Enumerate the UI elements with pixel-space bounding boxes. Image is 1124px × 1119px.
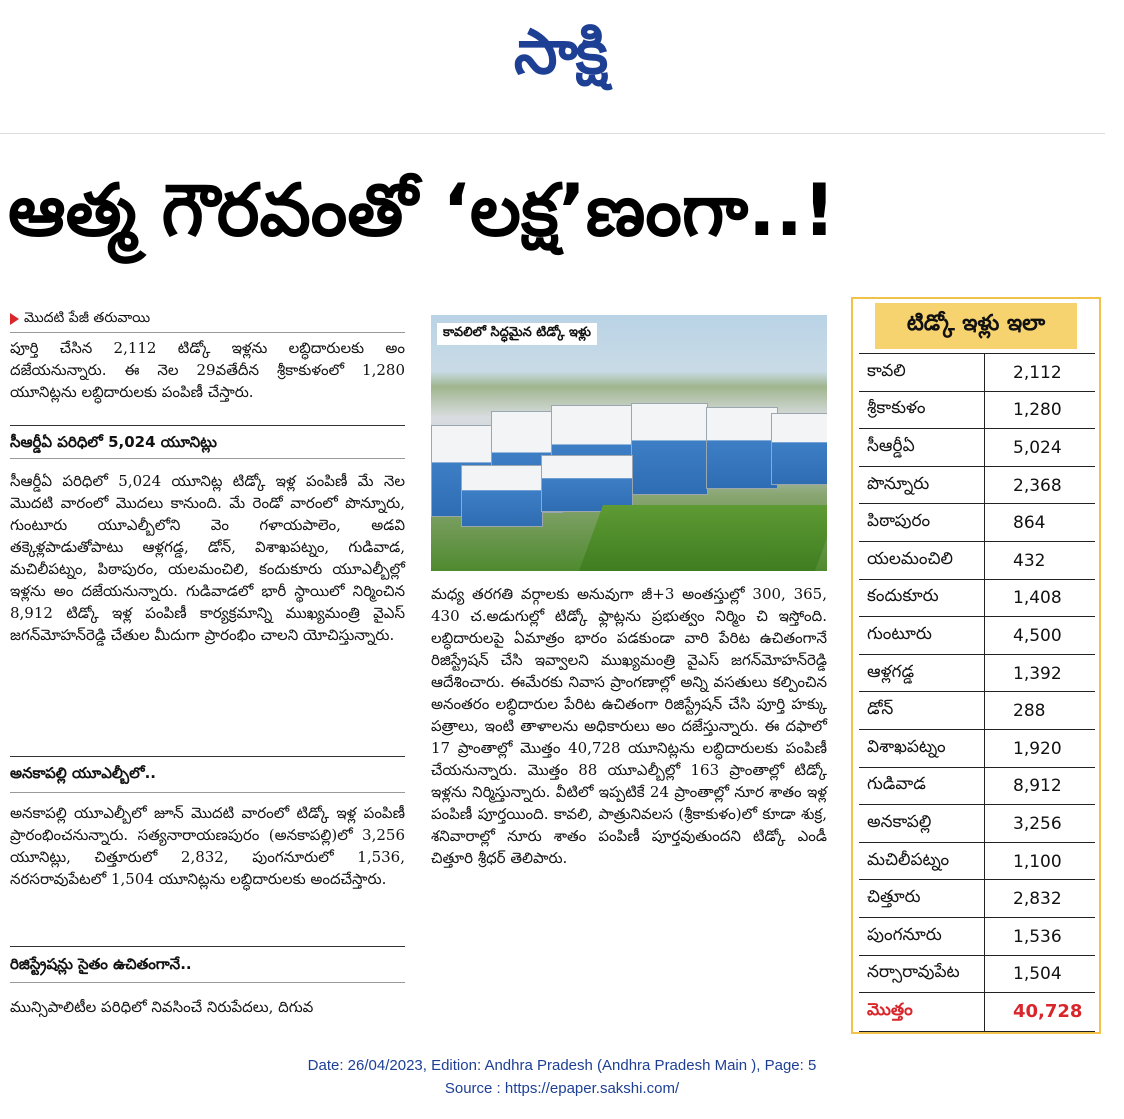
section-divider — [10, 792, 405, 793]
article-intro — [10, 337, 405, 403]
table-cell-place: డోన్ — [867, 699, 894, 720]
table-cell-units: 432 — [984, 542, 1095, 580]
table-row — [859, 503, 1095, 542]
table-cell-place: మచిలీపట్నం — [867, 849, 950, 870]
masthead-logo — [440, 15, 680, 100]
paragraph-crda: సీఆర్డీఏ పరిధిలో 5,024 యూనిట్ల టిడ్కో ఇళ్ల పంపిణీ మే నెల మొదటి వారంలో మొదలు కానుంది. మే రెండో వారంలో పొన్నూరు, గుంటూరు యూఎల్బీలోని వెం గళాయపాలెం, అడవి తక్కెళ్లపాడుతోపాటు ఆళ్లగడ్డ, డోన్, విశాఖపట్నం, గుడివాడ, మచిలీపట్నం, పిఠాపురం, యలమంచిలి, కందుకూరు యూఎల్బీల్లో ఇళ్లను అం దజేయనున్నారు. గుడివాడలో భారీ స్థాయిలో నిర్మించిన 8,912 టిడ్కో ఇళ్ల పంపిణీ కార్యక్రమాన్ని ముఖ్యమంత్రి వైఎస్ జగన్‌మోహన్‌రెడ్డి చేతుల మీదుగా ప్రారంభిం చాలని యోచిస్తున్నారు. — [10, 472, 405, 644]
table-cell-place: సీఆర్డీఏ — [867, 435, 915, 456]
table-row — [859, 879, 1095, 918]
table-cell-units: 288 — [984, 692, 1095, 730]
table-cell-place: ఆళ్లగడ్డ — [867, 661, 915, 682]
table-row — [859, 955, 1095, 994]
continued-kicker-text: మొదటి పేజీ తరువాయి — [24, 309, 151, 326]
table-row — [859, 691, 1095, 730]
table-cell-units: 3,256 — [984, 805, 1095, 843]
section-divider — [10, 458, 405, 459]
photo-caption: కావలిలో సిద్ధమైన టిడ్కో ఇళ్లు — [437, 323, 597, 345]
table-total-row — [859, 992, 1095, 1032]
table-cell-units: 2,112 — [984, 354, 1095, 392]
table-total-label: మొత్తం — [867, 999, 913, 1020]
footer-date-edition: Date: 26/04/2023, Edition: Andhra Pradesh (Andhra Pradesh Main ), Page: 5 — [307, 1057, 817, 1074]
building-shape — [541, 455, 633, 512]
green-field-shape — [579, 505, 827, 571]
footer-source: Source : https://epaper.sakshi.com/ — [444, 1080, 680, 1097]
table-cell-place: నర్సారావుపేట — [867, 962, 960, 983]
paragraph-anakapalli: అనకాపల్లి యూఎల్బీలో జూన్ మొదటి వారంలో టిడ్కో ఇళ్ల పంపిణీ ప్రారంభించనున్నారు. సత్యనారాయణపురం (అనకాపల్లి)లో 3,256 యూనిట్లు, చిత్తూరులో 2,832, పుంగనూరులో 1,536, నరసరావుపేటలో 1,504 యూనిట్లను లబ్ధిదారులకు అందచేస్తారు. — [10, 804, 405, 888]
table-cell-place: గుడివాడ — [867, 774, 926, 795]
masthead-logo-text: సాక్షి — [513, 15, 607, 88]
table-cell-units: 1,536 — [984, 918, 1095, 956]
table-cell-place: పొన్నూరు — [867, 473, 930, 494]
table-cell-units: 1,408 — [984, 580, 1095, 618]
paragraph-continued: మధ్య తరగతి వర్గాలకు అనువుగా జీ+3 అంతస్తుల్లో 300, 365, 430 చ.అడుగుల్లో టిడ్కో ఫ్లాట్లను ప్రభుత్వం నిర్మిం చి ఇస్తోంది. లబ్ధిదారులపై ఏమాత్రం భారం పడకుండా వారి పేరిట ఉచితంగానే రిజిస్ట్రేషన్ చేసి ఇవ్వాలని ముఖ్యమంత్రి వైఎస్ జగన్‌మోహన్‌రెడ్డి ఆదేశించారు. ఈమేరకు నివాస ప్రాంగణాల్లో అన్ని వసతులు కల్పించిన అనంతరం లబ్ధిదారుల పేరిట ఉచితంగా రిజిస్ట్రేషన్ చేసి పూర్తి హక్కు పత్రాలు, ఇంటి తాళాలను అధికారులు అం దజేస్తున్నారు. ఈ దఫాలో 17 ప్రాంతాల్లో మొత్తం 40,728 యూనిట్లను లబ్ధిదారులకు పంపిణీ చేయనున్నారు. మొత్తం 88 యూఎల్బీల్లో 163 ప్రాంతాల్లో టిడ్కో ఇళ్లను నిర్మిస్తున్నారు. వీటిలో ఇప్పటికే 24 ప్రాంతాల్లో నూర శాతం ఇళ్ల పంపిణీ పూర్తయింది. కావలి, పాత్రునివలస (శ్రీకాకుళం)లో కూడా శుక్ర, శనివారాల్లో నూరు శాతం పంపిణీ పూర్తవుతుందని టిడ్కో ఎండీ చిత్తూరి శ్రీధర్ తెలిపారు. — [431, 585, 827, 867]
article-column-1b — [10, 802, 405, 890]
section-divider — [10, 756, 405, 757]
table-cell-units: 1,392 — [984, 655, 1095, 693]
table-cell-units: 1,920 — [984, 730, 1095, 768]
table-cell-units: 2,832 — [984, 880, 1095, 918]
table-total-value: 40,728 — [984, 993, 1095, 1031]
table-row — [859, 654, 1095, 693]
table-cell-place: విశాఖపట్నం — [867, 736, 946, 757]
triangle-icon — [10, 313, 19, 325]
table-cell-units: 864 — [984, 504, 1095, 542]
table-cell-units: 1,280 — [984, 392, 1095, 430]
table-row — [859, 466, 1095, 505]
table-row — [859, 729, 1095, 768]
table-row — [859, 767, 1095, 806]
section-divider — [10, 425, 405, 426]
kicker-divider — [10, 332, 405, 333]
table-row — [859, 541, 1095, 580]
table-title: టిడ్కో ఇళ్లు ఇలా — [875, 303, 1077, 349]
intro-paragraph: పూర్తి చేసిన 2,112 టిడ్కో ఇళ్లను లబ్ధిదారులకు అం దజేయనున్నారు. ఈ నెల 29వతేదీన శ్రీకాకుళంలో 1,280 యూనిట్లను లబ్ధిదారులకు పంపిణీ చేస్తారు. — [10, 339, 405, 401]
subheading-registrations: రిజిస్ట్రేషన్లు సైతం ఉచితంగానే.. — [10, 955, 192, 973]
tidco-houses-table — [851, 297, 1101, 1034]
subheading-crda: సీఆర్డీఏ పరిధిలో 5,024 యూనిట్లు — [10, 433, 217, 451]
table-cell-units: 4,500 — [984, 617, 1095, 655]
building-shape — [461, 465, 543, 527]
section-divider — [10, 946, 405, 947]
table-row — [859, 616, 1095, 655]
table-cell-place: గుంటూరు — [867, 623, 932, 644]
article-column-1 — [10, 470, 405, 646]
article-column-1c — [10, 996, 405, 1018]
table-row — [859, 917, 1095, 956]
paragraph-registrations: మున్సిపాలిటీల పరిధిలో నివసించే నిరుపేదలు, దిగువ — [10, 998, 314, 1016]
building-shape — [631, 403, 708, 495]
table-row — [859, 428, 1095, 467]
table-cell-place: శ్రీకాకుళం — [867, 398, 926, 419]
table-cell-units: 1,100 — [984, 843, 1095, 881]
masthead-divider — [0, 133, 1105, 134]
table-cell-place: కావలి — [867, 360, 906, 381]
table-cell-units: 5,024 — [984, 429, 1095, 467]
table-cell-place: అనకాపల్లి — [867, 811, 932, 832]
table-cell-place: చిత్తూరు — [867, 887, 921, 908]
table-row — [859, 804, 1095, 843]
table-cell-units: 8,912 — [984, 768, 1095, 806]
table-row — [859, 391, 1095, 430]
article-column-2 — [431, 583, 827, 869]
table-row — [859, 842, 1095, 881]
building-shape — [706, 407, 778, 489]
table-cell-place: పుంగనూరు — [867, 924, 942, 945]
housing-photo — [431, 315, 827, 571]
table-cell-place: కందుకూరు — [867, 586, 939, 607]
section-divider — [10, 982, 405, 983]
building-shape — [771, 413, 827, 485]
headline: ఆత్మ గౌరవంతో ‘లక్ష’ణంగా..! — [8, 168, 836, 252]
subheading-anakapalli: అనకాపల్లి యూఎల్బీలో.. — [10, 764, 156, 782]
table-cell-units: 1,504 — [984, 956, 1095, 994]
table-cell-units: 2,368 — [984, 467, 1095, 505]
table-row — [859, 579, 1095, 618]
table-cell-place: యలమంచిలి — [867, 548, 954, 569]
table-row — [859, 353, 1095, 392]
continued-kicker — [10, 309, 410, 329]
table-cell-place: పిఠాపురం — [867, 511, 931, 532]
